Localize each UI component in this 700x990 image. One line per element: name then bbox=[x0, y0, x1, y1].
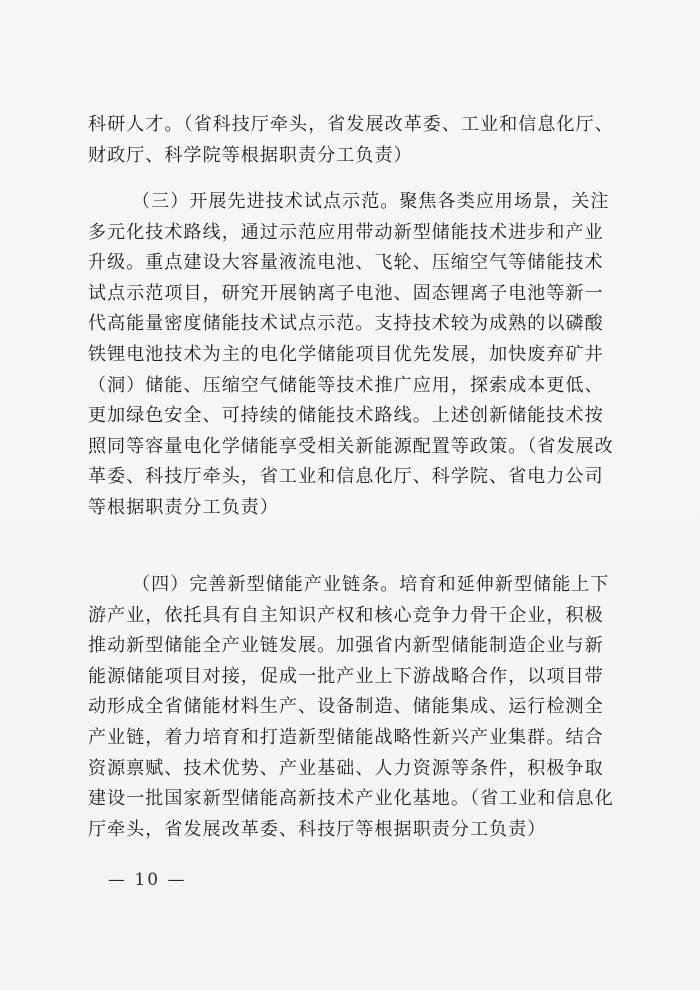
paragraph-continuation bbox=[88, 110, 628, 171]
text-line: 多元化技术路线，通过示范应用带动新型储能技术进步和产业 bbox=[88, 221, 604, 243]
text-line: 能源储能项目对接，促成一批产业上下游战略合作，以项目带 bbox=[88, 665, 604, 687]
text-line: 照同等容量电化学储能享受相关新能源配置等政策。（省发展改 bbox=[88, 435, 614, 457]
text-line: 革委、科技厅牵头，省工业和信息化厅、科学院、省电力公司 bbox=[88, 466, 604, 488]
text-line: 等根据职责分工负责） bbox=[88, 496, 279, 518]
text-line: 更加绿色安全、可持续的储能技术路线。上述创新储能技术按 bbox=[88, 405, 604, 427]
text-line: 财政厅、科学院等根据职责分工负责） bbox=[88, 144, 413, 166]
text-line: 代高能量密度储能技术试点示范。支持技术较为成熟的以磷酸 bbox=[88, 313, 604, 335]
text-line: 建设一批国家新型储能高新技术产业化基地。（省工业和信息化 bbox=[88, 788, 614, 810]
text-line: 厅牵头，省发展改革委、科技厅等根据职责分工负责） bbox=[88, 818, 547, 840]
text-line: 游产业，依托具有自主知识产权和核心竞争力骨干企业，积极 bbox=[88, 604, 604, 626]
text-line: 推动新型储能全产业链发展。加强省内新型储能制造企业与新 bbox=[88, 635, 604, 657]
page-number: — 10 — bbox=[108, 870, 187, 890]
text-line: 科研人才。（省科技厅牵头，省发展改革委、工业和信息化厅、 bbox=[88, 114, 614, 135]
text-line: （洞）储能、压缩空气储能等技术推广应用，探索成本更低、 bbox=[88, 374, 604, 396]
text-line: 动形成全省储能材料生产、设备制造、储能集成、运行检测全 bbox=[88, 696, 604, 718]
text-line: 试点示范项目，研究开展钠离子电池、固态锂离子电池等新一 bbox=[88, 282, 604, 304]
section-heading-line: （四）完善新型储能产业链条。培育和延伸新型储能上下 bbox=[132, 574, 610, 595]
paragraph-industry-chain bbox=[88, 570, 628, 845]
section-heading-line: （三）开展先进技术试点示范。聚焦各类应用场景，关注 bbox=[132, 191, 610, 212]
text-line: 升级。重点建设大容量液流电池、飞轮、压缩空气等储能技术 bbox=[88, 252, 604, 274]
text-line: 铁锂电池技术为主的电化学储能项目优先发展，加快废弃矿井 bbox=[88, 343, 604, 365]
paragraph-tech-pilot-demo bbox=[88, 187, 628, 524]
text-line: 资源禀赋、技术优势、产业基础、人力资源等条件，积极争取 bbox=[88, 757, 604, 779]
text-line: 产业链，着力培育和打造新型储能战略性新兴产业集群。结合 bbox=[88, 726, 604, 748]
